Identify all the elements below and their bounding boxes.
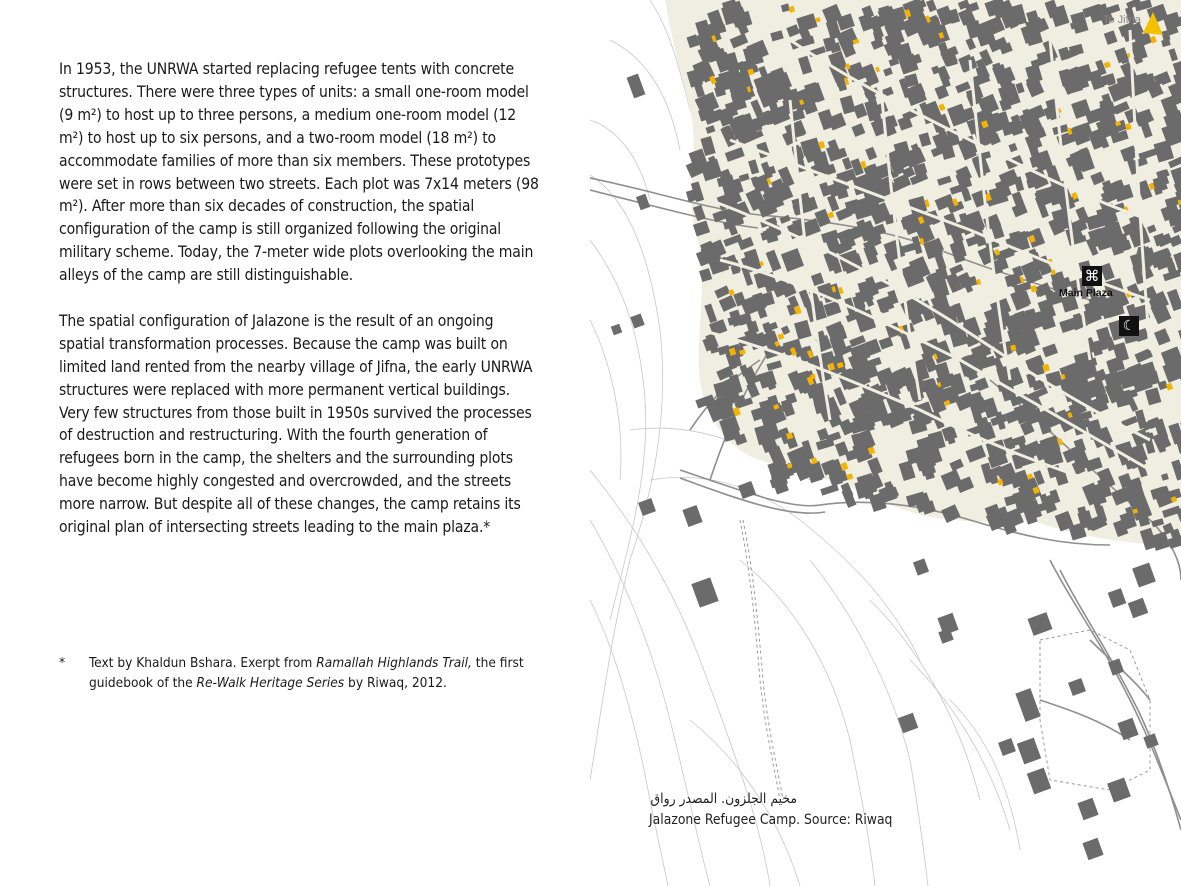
building bbox=[1017, 738, 1041, 765]
building bbox=[1015, 688, 1040, 722]
building bbox=[638, 498, 656, 516]
building bbox=[1077, 798, 1098, 820]
footnote-marker: * bbox=[59, 655, 66, 671]
footnote-title-a: Ramallah Highlands Trail, bbox=[316, 655, 472, 671]
map-drawing bbox=[590, 0, 1181, 886]
building bbox=[1108, 588, 1127, 608]
footnote-text-b: the first guidebook of the bbox=[89, 655, 524, 691]
building bbox=[1108, 658, 1124, 675]
building bbox=[1068, 678, 1086, 696]
building bbox=[1128, 598, 1149, 619]
to-jifna-label: To Jifna bbox=[1103, 14, 1141, 26]
camp-map bbox=[590, 0, 1181, 886]
building bbox=[913, 558, 929, 575]
building bbox=[738, 481, 756, 499]
building bbox=[1082, 838, 1103, 860]
footnote-text bbox=[89, 654, 529, 693]
main-plaza-label: Main Plaza bbox=[1059, 287, 1113, 299]
caption-arabic: مخيم الجلزون. المصدر رواق bbox=[650, 791, 797, 807]
footnote bbox=[59, 654, 529, 693]
building bbox=[1132, 563, 1156, 588]
article-paragraph-2: The spatial configuration of Jalazone is the result of an ongoing spatial transformation processes. Because the camp was built on limited land rented from the nearby village of Jifna, the early UNRWA structures were replaced with more permanent vertical buildings. Very few structures from those built in 1950s survived the processes of destruction and restructuring. With the fourth generation of refugees born in the camp, the shelters and the surrounding plots have become highly congested and overcrowded, and the streets more narrow. But despite all of these changes, the camp retains its original plan of intersecting streets leading to the main plaza.* bbox=[59, 311, 533, 537]
building bbox=[627, 74, 646, 99]
footnote-text-c: by Riwaq, 2012. bbox=[344, 674, 447, 691]
building bbox=[611, 324, 623, 336]
building bbox=[820, 484, 839, 496]
building bbox=[682, 505, 702, 527]
building bbox=[1027, 768, 1051, 795]
article-body bbox=[59, 58, 539, 562]
footnote-title-b: Re-Walk Heritage Series bbox=[196, 674, 345, 691]
article-paragraph-1: In 1953, the UNRWA started replacing refugee tents with concrete structures. There were three types of units: a small one-room model (9 m²) to host up to three persons, a medium one-room model (12 m²) to host up to six persons, and a two-room model (18 m²) to accommodate families of more than six members. These prototypes were set in rows between two streets. Each plot was 7x14 meters (98 m²). After more than six decades of construction, the spatial configuration of the camp is still organized following the original military scheme. Today, the 7-meter wide plots overlooking the main alleys of the camp are still distinguishable. bbox=[59, 60, 539, 285]
plaza-icon: ⌘ bbox=[1082, 266, 1102, 286]
building bbox=[998, 738, 1016, 756]
building bbox=[636, 194, 650, 211]
building bbox=[1107, 778, 1131, 803]
building bbox=[898, 713, 919, 734]
footnote-text-a: Text by Khaldun Bshara. Exerpt from bbox=[89, 655, 317, 671]
building bbox=[1117, 718, 1138, 740]
caption-english: Jalazone Refugee Camp. Source: Riwaq bbox=[649, 812, 893, 828]
mosque-icon: ☾ bbox=[1119, 316, 1139, 336]
building bbox=[1028, 612, 1053, 636]
building bbox=[691, 577, 718, 607]
map-caption bbox=[649, 789, 892, 831]
text-page bbox=[0, 0, 590, 886]
